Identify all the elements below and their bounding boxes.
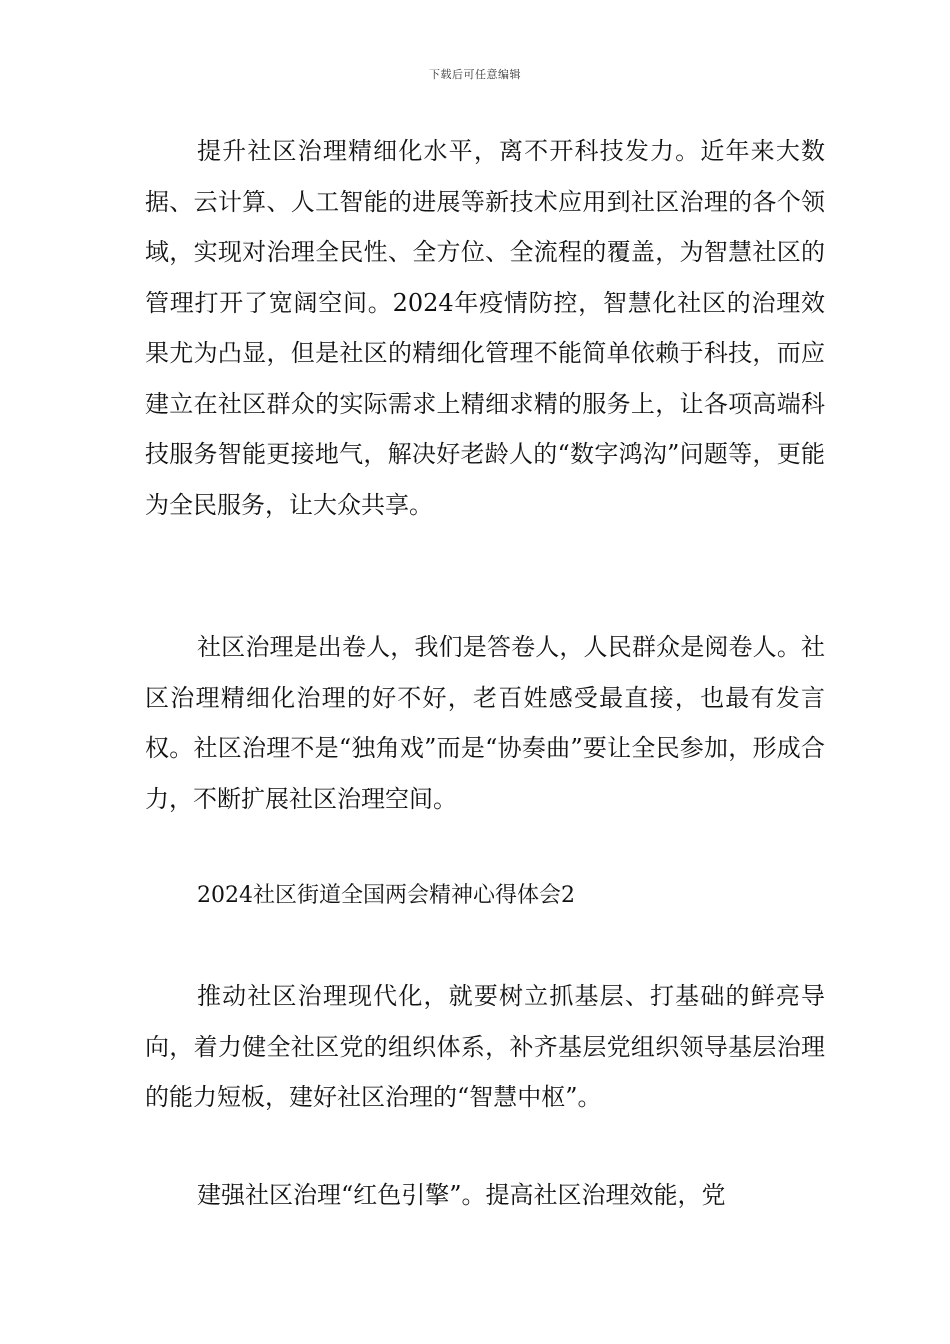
body-paragraph: 社区治理是出卷人，我们是答卷人，人民群众是阅卷人。社区治理精细化治理的好不好，老百姓感受最直接，也最有发言权。社区治理不是“独角戏”而是“协奏曲”要让全民参加，形成合力，不断扩展社区治理空间。 <box>145 633 825 813</box>
page-header-note: 下载后可任意编辑 <box>429 68 521 81</box>
body-paragraph: 建强社区治理“红色引擎”。提高社区治理效能，党 <box>197 1181 726 1209</box>
body-paragraph: 推动社区治理现代化，就要树立抓基层、打基础的鲜亮导向，着力健全社区党的组织体系，补齐基层党组织领导基层治理的能力短板，建好社区治理的“智慧中枢”。 <box>145 982 825 1111</box>
section-heading: 2024社区街道全国两会精神心得体会2 <box>197 883 575 908</box>
body-paragraph: 提升社区治理精细化水平，离不开科技发力。近年来大数据、云计算、人工智能的进展等新技术应用到社区治理的各个领域，实现对治理全民性、全方位、全流程的覆盖，为智慧社区的管理打开了宽阔空间。2024年疫情防控，智慧化社区的治理效果尤为凸显，但是社区的精细化管理不能简单依赖于科技，而应建立在社区群众的实际需求上精细求精的服务上，让各项高端科技服务智能更接地气，解决好老龄人的“数字鸿沟”问题等，更能为全民服务，让大众共享。 <box>145 137 825 519</box>
